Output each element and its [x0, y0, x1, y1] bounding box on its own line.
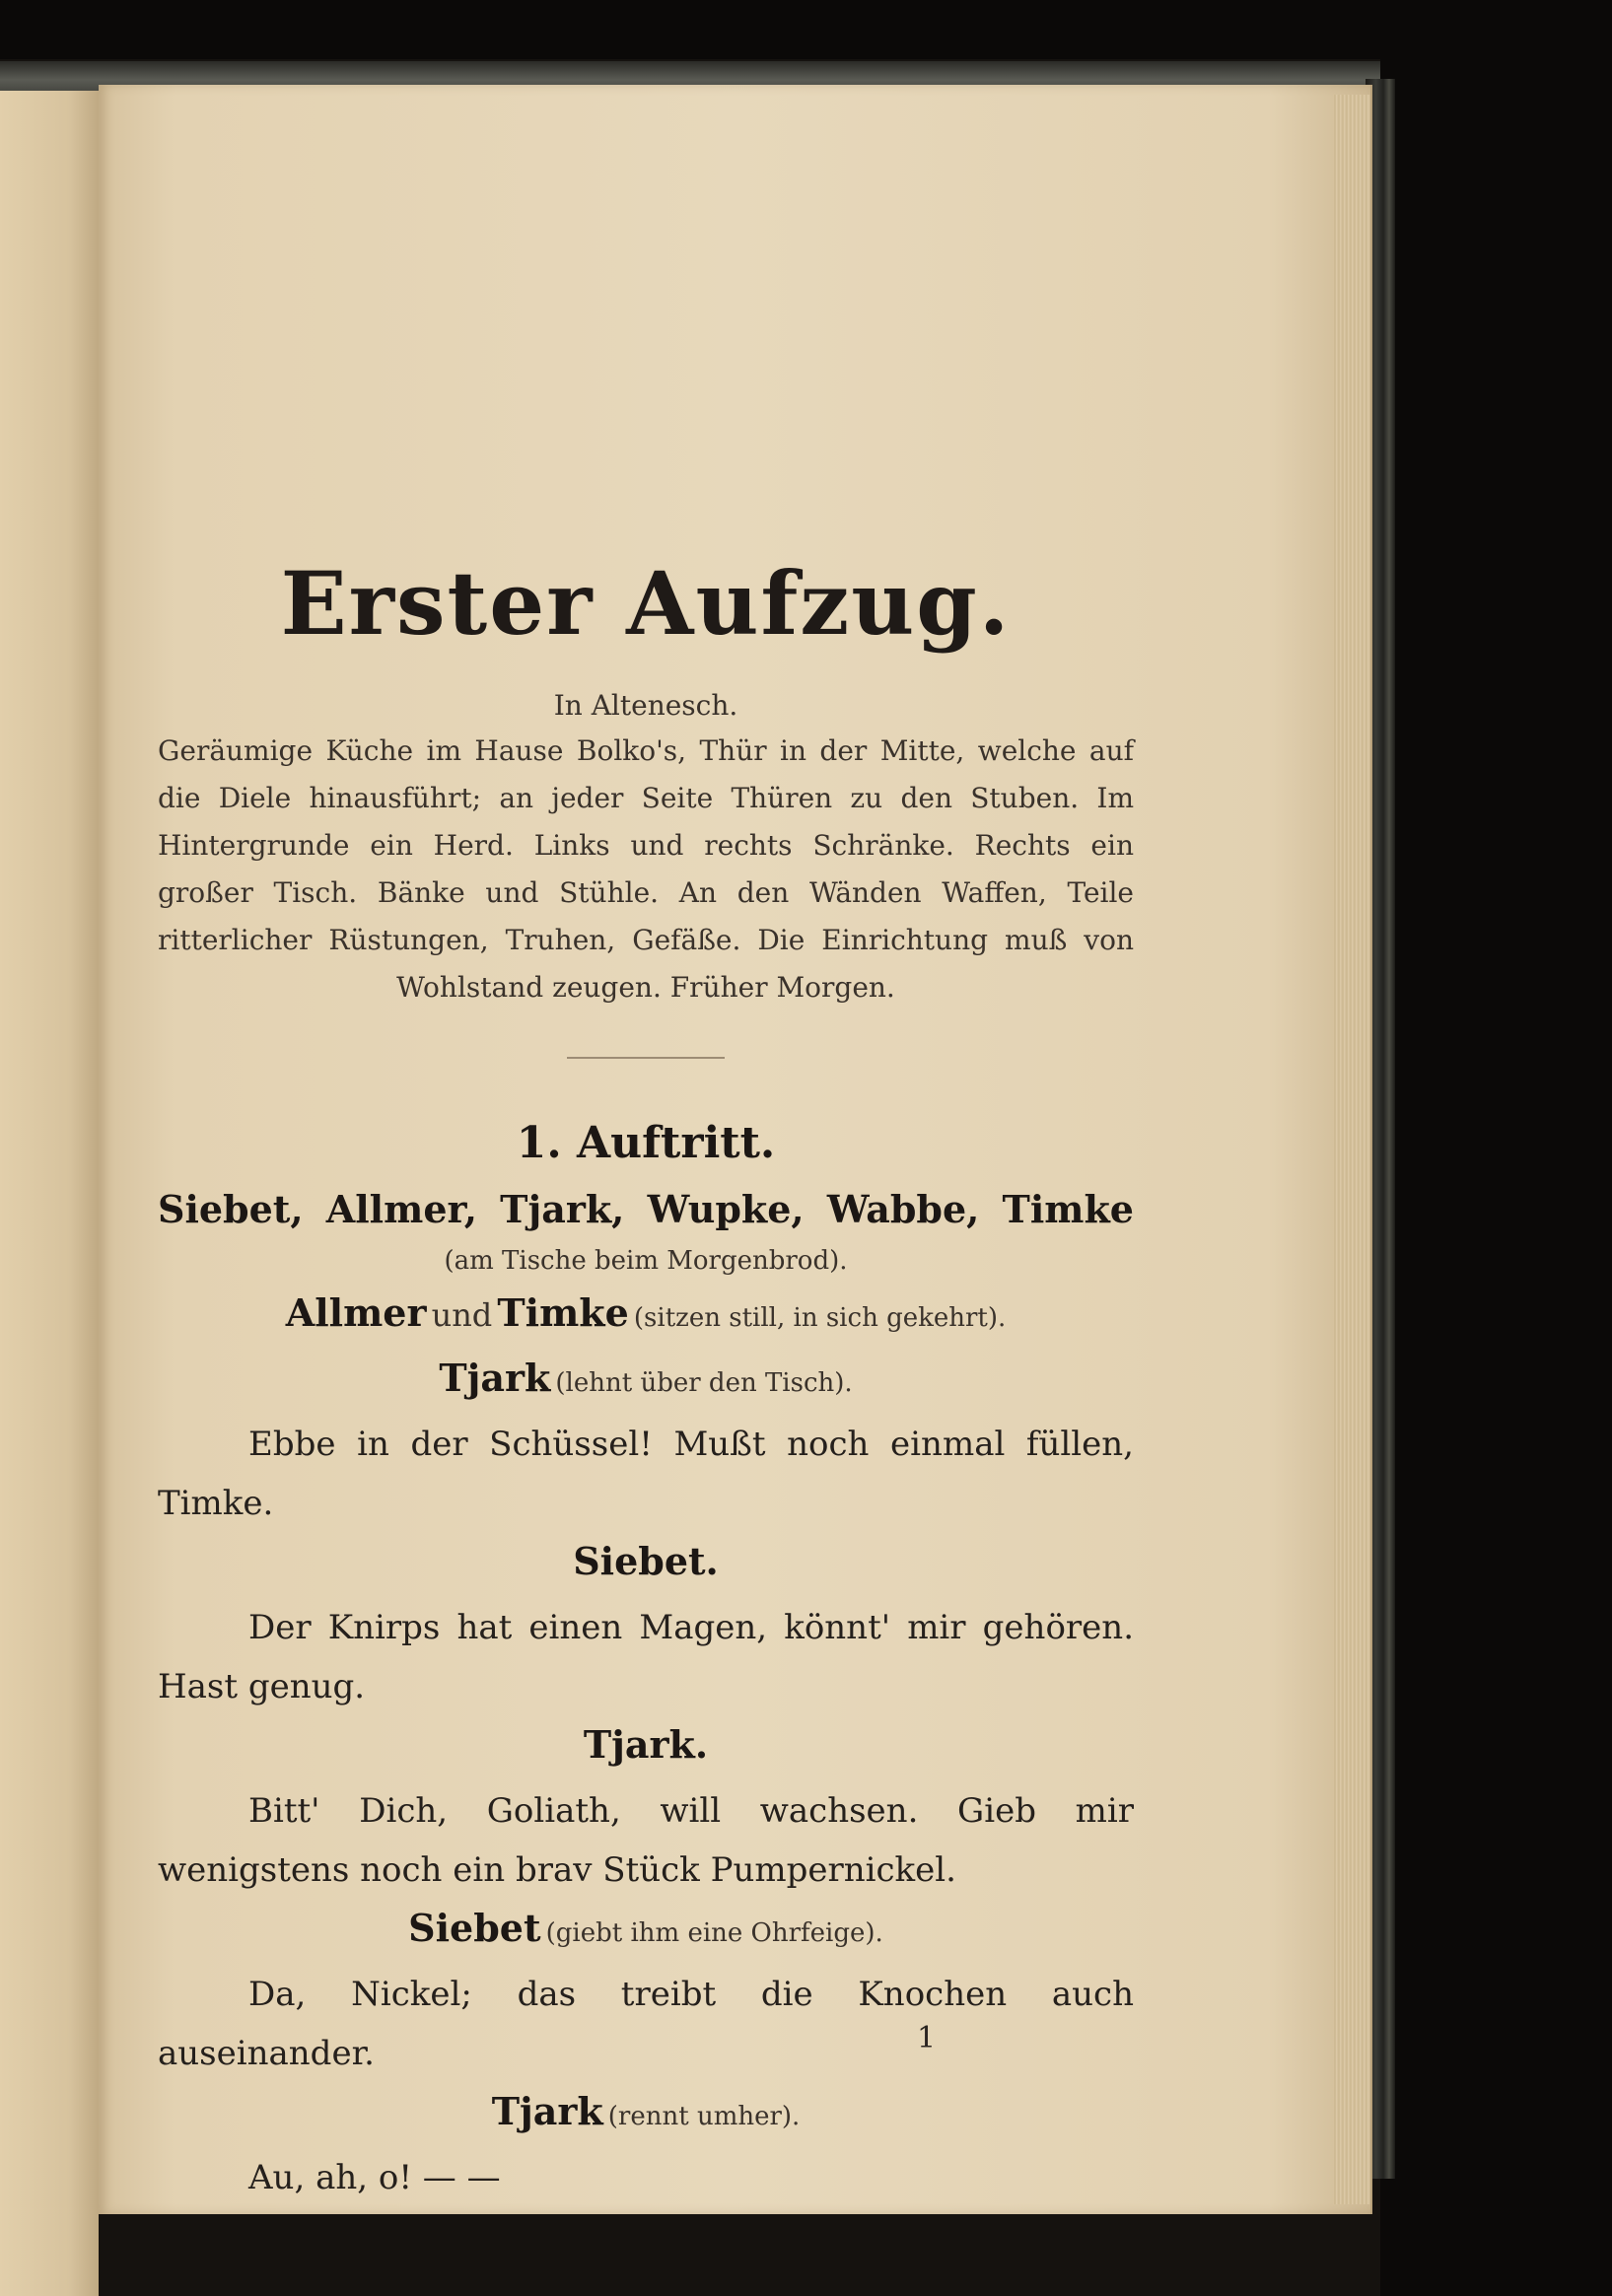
speaker-line: [158, 1285, 1134, 1350]
stage-direction: (sitzen still, in sich gekehrt).: [633, 1303, 1007, 1333]
stage-direction: (giebt ihm eine Ohrfeige).: [545, 1918, 883, 1948]
speaker-name: Timke: [497, 1290, 629, 1335]
speaker-line: [158, 1533, 1134, 1598]
cast-member: Allmer,: [325, 1187, 477, 1231]
cast-member: Wabbe,: [826, 1187, 980, 1231]
cast-member: Wupke,: [647, 1187, 805, 1231]
speaker-name: Siebet.: [573, 1539, 719, 1583]
speaker-name: Tjark: [491, 2089, 603, 2133]
speaker-name: Siebet: [408, 1906, 541, 1950]
setting-place: In Altenesch.: [553, 689, 738, 722]
act-title: Erster Aufzug.: [280, 552, 1012, 655]
speech-text: Da, Nickel; das treibt die Knochen auch auseinander.: [158, 1975, 1134, 2073]
speaker-name: Allmer: [285, 1290, 427, 1335]
divider-rule: [567, 1057, 725, 1059]
page-number: 1: [917, 2021, 937, 2055]
page-content: [158, 552, 1134, 2207]
left-page-sliver: [0, 91, 99, 2296]
speech-text: Ebbe in der Schüssel! Mußt noch einmal füllen, Timke.: [158, 1425, 1134, 1523]
scene-title: 1. Auftritt.: [516, 1118, 776, 1168]
speaker-name: Tjark: [439, 1356, 551, 1400]
speaker-line: [158, 2083, 1134, 2148]
cast-list: [158, 1182, 1134, 1237]
page-edges: [1333, 95, 1370, 2204]
speech-text: Au, ah, o! — —: [248, 2158, 501, 2197]
cast-member: Timke: [1002, 1187, 1134, 1231]
speaker-line: [158, 1350, 1134, 1415]
connector-text: und: [431, 1296, 493, 1334]
stage-direction: (rennt umher).: [607, 2102, 801, 2131]
setting-description: Geräumige Küche im Hause Bolko's, Thür in der Mitte, welche auf die Diele hinausführt; an jeder Seite Thüren zu den Stuben. Im Hintergrunde ein Herd. Links und rechts Schränke. Rechts ein großer Tisch. Bänke und Stühle. An den Wänden Waffen, Teile ritterlicher Rüstungen, Truhen, Gefäße. Die Einrichtung muß von Wohlstand zeugen. Früher Morgen.: [158, 734, 1134, 1004]
cast-direction: (am Tische beim Morgenbrod).: [444, 1246, 848, 1276]
speaker-line: [158, 1716, 1134, 1781]
cast-member: Tjark,: [500, 1187, 625, 1231]
stage-direction: (lehnt über den Tisch).: [555, 1368, 853, 1398]
speech-text: Bitt' Dich, Goliath, will wachsen. Gieb mir wenigstens noch ein brav Stück Pumpernickel.: [158, 1791, 1134, 1890]
cast-member: Siebet,: [158, 1187, 304, 1231]
speaker-line: [158, 1900, 1134, 1965]
speech-text: Der Knirps hat einen Magen, könnt' mir gehören. Hast genug.: [158, 1608, 1134, 1706]
speaker-name: Tjark.: [583, 1722, 709, 1767]
